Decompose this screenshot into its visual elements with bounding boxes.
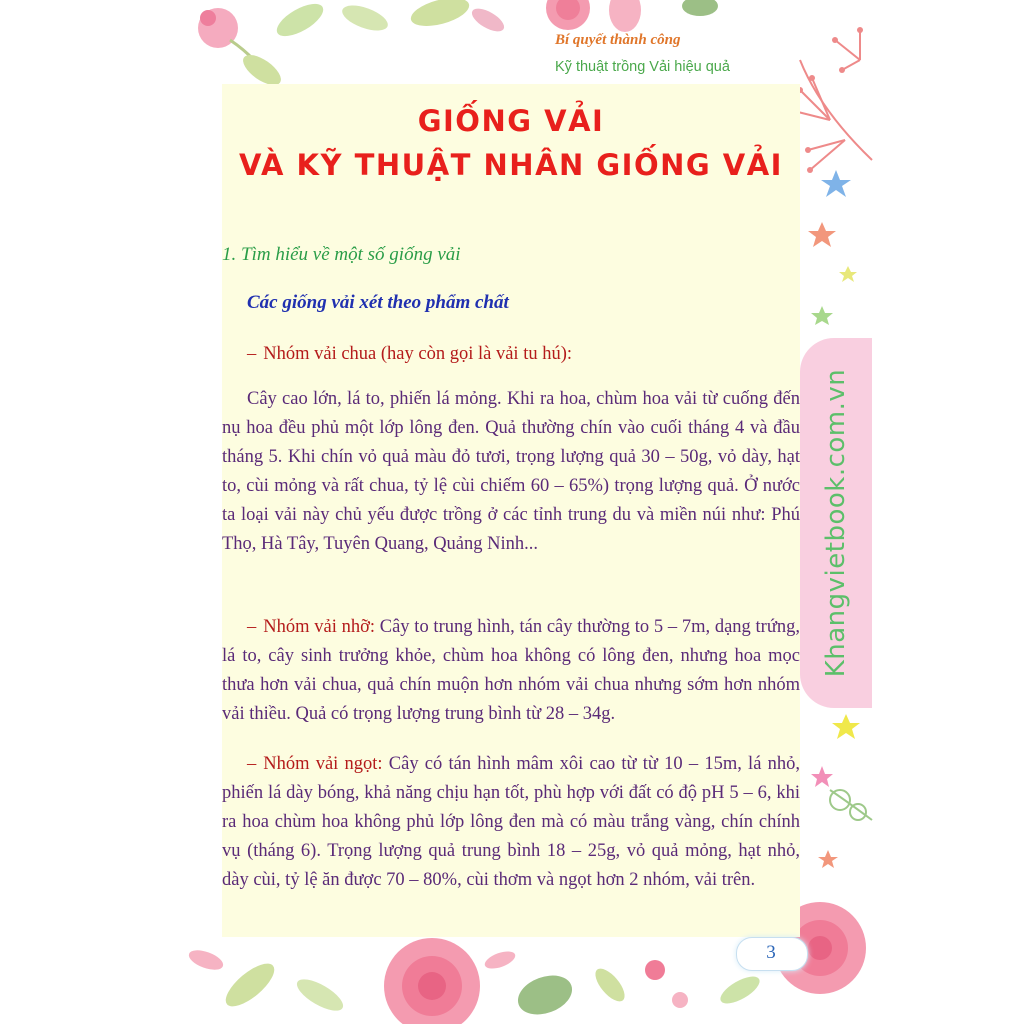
chapter-title-line-1: GIỐNG VẢI: [417, 104, 605, 138]
paragraph-sour-group-label: [222, 340, 800, 369]
list-dash: –: [247, 617, 257, 637]
chapter-title-line-2: VÀ KỸ THUẬT NHÂN GIỐNG VẢI: [239, 148, 783, 182]
list-dash: –: [247, 754, 257, 774]
page-number: 3: [766, 942, 776, 963]
group-label: Nhóm vải chua (hay còn gọi là vải tu hú):: [263, 344, 573, 364]
watermark-text: Khangvietbook.com.vn: [821, 368, 851, 678]
section-subheading: Các giống vải xét theo phẩm chất: [247, 292, 509, 313]
paragraph-sour-group-body: Cây cao lớn, lá to, phiến lá mỏng. Khi ra hoa, chùm hoa vải từ cuống đến nụ hoa đều phủ một lớp lông đen. Quả thường chín vào cuối tháng 4 và đầu tháng 5. Khi chín vỏ quả màu đỏ tươi, trọng lượng quả 30 – 50g, vỏ dày, hạt to, cùi mỏng và rất chua, tỷ lệ cùi chiếm 60 – 65%) trọng lượng quả. Ở nước ta loại vải này chủ yếu được trồng ở các tỉnh trung du và miền núi như: Phú Thọ, Hà Tây, Tuyên Quang, Quảng Ninh...: [222, 389, 800, 554]
group-label: Nhóm vải nhỡ:: [263, 617, 376, 637]
group-label: Nhóm vải ngọt:: [263, 754, 383, 774]
group-description: Cây có tán hình mâm xôi cao từ từ 10 – 15m, lá nhỏ, phiến lá dày bóng, khả năng chịu hạn tốt, phù hợp với đất có độ pH 5 – 6, khi ra hoa chùm hoa không phủ lớp lông đen mà có màu trắng vàng, chín chính vụ (tháng 6). Trọng lượng quả trung bình 18 – 25g, vỏ quả mỏng, hạt nhỏ, dày cùi, tỷ lệ ăn được 70 – 80%, cùi thơm và ngọt hơn 2 nhóm, vải trên.: [222, 754, 800, 890]
running-header-series: Bí quyết thành công: [555, 32, 681, 48]
group-description: Cây to trung hình, tán cây thường to 5 – 7m, dạng trứng, lá to, cây sinh trưởng khỏe, chùm hoa không có lông đen, nhưng hoa mọc thưa hơn vải chua, quả chín muộn hơn nhóm vải chua nhưng sớm hơn nhóm vải thiều. Quả có trọng lượng trung bình từ 28 – 34g.: [222, 617, 800, 724]
paragraph-medium-group: [222, 613, 800, 729]
section-heading: 1. Tìm hiểu về một số giống vải: [222, 244, 461, 265]
running-header-book: Kỹ thuật trồng Vải hiệu quả: [555, 59, 730, 75]
list-dash: –: [247, 344, 257, 364]
paragraph-sweet-group: [222, 750, 800, 895]
